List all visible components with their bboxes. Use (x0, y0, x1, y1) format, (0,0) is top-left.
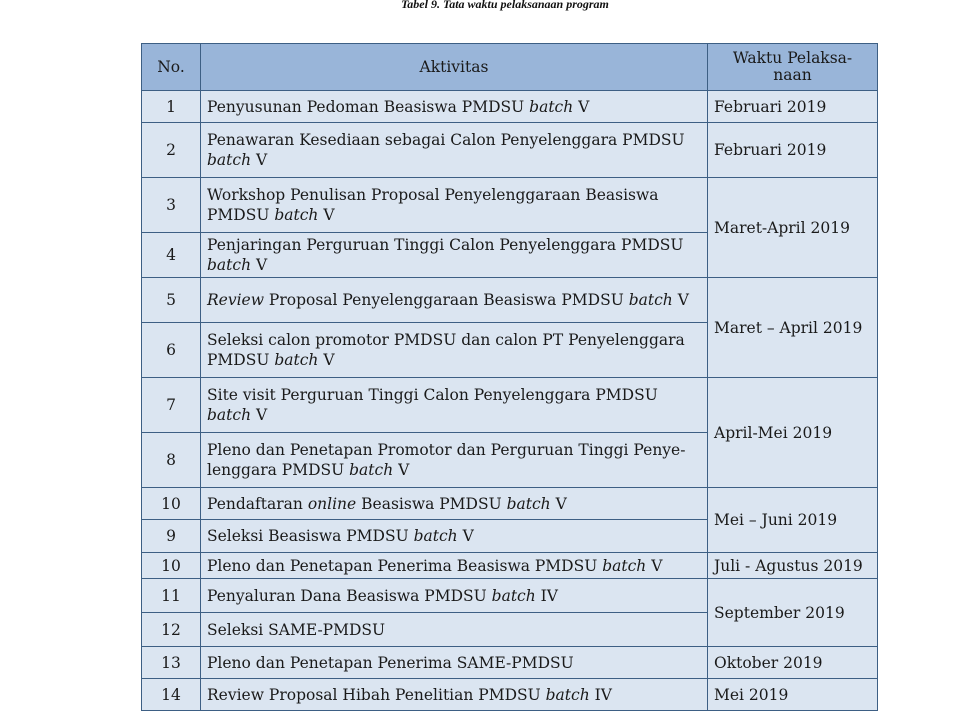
table-row (142, 579, 878, 613)
table-row (142, 278, 878, 323)
activity-cell (201, 278, 708, 323)
activity-cell (201, 679, 708, 711)
activity-text: V (393, 461, 410, 479)
italic-term: batch (602, 556, 647, 575)
activity-text: Penawaran Kesediaan sebagai Calon Penyelenggara PMDSU (207, 131, 685, 149)
table-row (142, 178, 878, 233)
activity-text: Review Proposal Hibah Penelitian PMDSU (207, 685, 546, 704)
table-row (142, 553, 878, 579)
activity-text: Pleno dan Penetapan Penerima Beasiswa PMDSU (207, 556, 603, 575)
activity-cell (201, 433, 708, 488)
italic-term: batch (491, 586, 536, 605)
header-no: No. (142, 44, 201, 91)
time-cell: April-Mei 2019 (708, 378, 878, 488)
italic-term: batch (207, 256, 252, 274)
table-row (142, 91, 878, 123)
row-number: 10 (142, 488, 201, 520)
header-activity: Aktivitas (201, 44, 708, 91)
activity-text: Penyusunan Pedoman Beasiswa PMDSU (207, 97, 530, 116)
table-row (142, 123, 878, 178)
time-cell: Juli - Agustus 2019 (708, 553, 878, 579)
activity-text: Penyaluran Dana Beasiswa PMDSU (207, 586, 492, 605)
activity-cell (201, 553, 708, 579)
activity-text: Seleksi Beasiswa PMDSU (207, 527, 414, 545)
italic-term: batch (413, 527, 458, 545)
italic-term: batch (545, 685, 590, 704)
row-number: 8 (142, 433, 201, 488)
row-number: 14 (142, 679, 201, 711)
time-cell: Mei 2019 (708, 679, 878, 711)
time-cell: September 2019 (708, 579, 878, 647)
activity-cell (201, 233, 708, 278)
italic-term: batch (628, 291, 673, 309)
activity-text: IV (535, 586, 558, 605)
italic-term: batch (506, 494, 551, 513)
activity-text: V (318, 206, 335, 224)
row-number: 12 (142, 613, 201, 647)
table-body (142, 91, 878, 711)
time-cell: Maret-April 2019 (708, 178, 878, 278)
row-number: 6 (142, 323, 201, 378)
activity-cell (201, 520, 708, 553)
activity-text: Pleno dan Penetapan Penerima SAME-PMDSU (207, 653, 574, 672)
table-row (142, 488, 878, 520)
activity-cell (201, 579, 708, 613)
activity-text: V (550, 494, 567, 513)
activity-text: Penjaringan Perguruan Tinggi Calon Penyelenggara PMDSU (207, 236, 684, 254)
time-cell: Februari 2019 (708, 123, 878, 178)
italic-term: Review (207, 291, 264, 309)
header-row (142, 44, 878, 91)
activity-text: V (318, 351, 335, 369)
activity-cell (201, 378, 708, 433)
row-number: 4 (142, 233, 201, 278)
activity-text: Workshop Penulisan Proposal Penyelenggaraan Beasiswa PMDSU (207, 186, 659, 224)
activity-text: Pleno dan Penetapan Promotor dan Perguruan Tinggi Penye-lenggara PMDSU (207, 441, 686, 479)
header-time-line2: naan (773, 66, 812, 84)
italic-term: online (307, 494, 357, 513)
time-cell: Oktober 2019 (708, 647, 878, 679)
table-row (142, 647, 878, 679)
activity-text: Seleksi calon promotor PMDSU dan calon PT Penyelenggara PMDSU (207, 331, 685, 369)
activity-cell (201, 123, 708, 178)
activity-cell (201, 178, 708, 233)
activity-text: Proposal Penyelenggaraan Beasiswa PMDSU (264, 291, 629, 309)
activity-cell (201, 91, 708, 123)
row-number: 11 (142, 579, 201, 613)
italic-term: batch (349, 461, 394, 479)
row-number: 10 (142, 553, 201, 579)
activity-cell (201, 488, 708, 520)
header-time-line1: Waktu Pelaksa- (732, 49, 853, 67)
activity-text: Seleksi SAME-PMDSU (207, 620, 386, 639)
italic-term: batch (207, 151, 252, 169)
row-number: 7 (142, 378, 201, 433)
activity-text: V (646, 556, 663, 575)
header-time (708, 44, 878, 91)
activity-text: Site visit Perguruan Tinggi Calon Penyelenggara PMDSU (207, 386, 658, 404)
activity-text: V (251, 256, 268, 274)
activity-text: V (251, 406, 268, 424)
table-caption: Tabel 9. Tata waktu pelaksanaan program (401, 0, 609, 11)
row-number: 2 (142, 123, 201, 178)
activity-cell (201, 647, 708, 679)
schedule-table (141, 43, 878, 711)
activity-text: V (573, 97, 590, 116)
row-number: 9 (142, 520, 201, 553)
time-cell: Maret – April 2019 (708, 278, 878, 378)
activity-text: V (251, 151, 268, 169)
activity-text: V (457, 527, 474, 545)
activity-text: IV (589, 685, 612, 704)
table-row (142, 378, 878, 433)
italic-term: batch (274, 351, 319, 369)
time-cell: Mei – Juni 2019 (708, 488, 878, 553)
table-row (142, 679, 878, 711)
italic-term: batch (207, 406, 252, 424)
row-number: 13 (142, 647, 201, 679)
activity-cell (201, 613, 708, 647)
activity-text: Pendaftaran (207, 494, 308, 513)
row-number: 1 (142, 91, 201, 123)
italic-term: batch (274, 206, 319, 224)
row-number: 3 (142, 178, 201, 233)
row-number: 5 (142, 278, 201, 323)
activity-text: Beasiswa PMDSU (356, 494, 507, 513)
activity-text: V (672, 291, 689, 309)
activity-cell (201, 323, 708, 378)
time-cell: Februari 2019 (708, 91, 878, 123)
italic-term: batch (529, 97, 574, 116)
